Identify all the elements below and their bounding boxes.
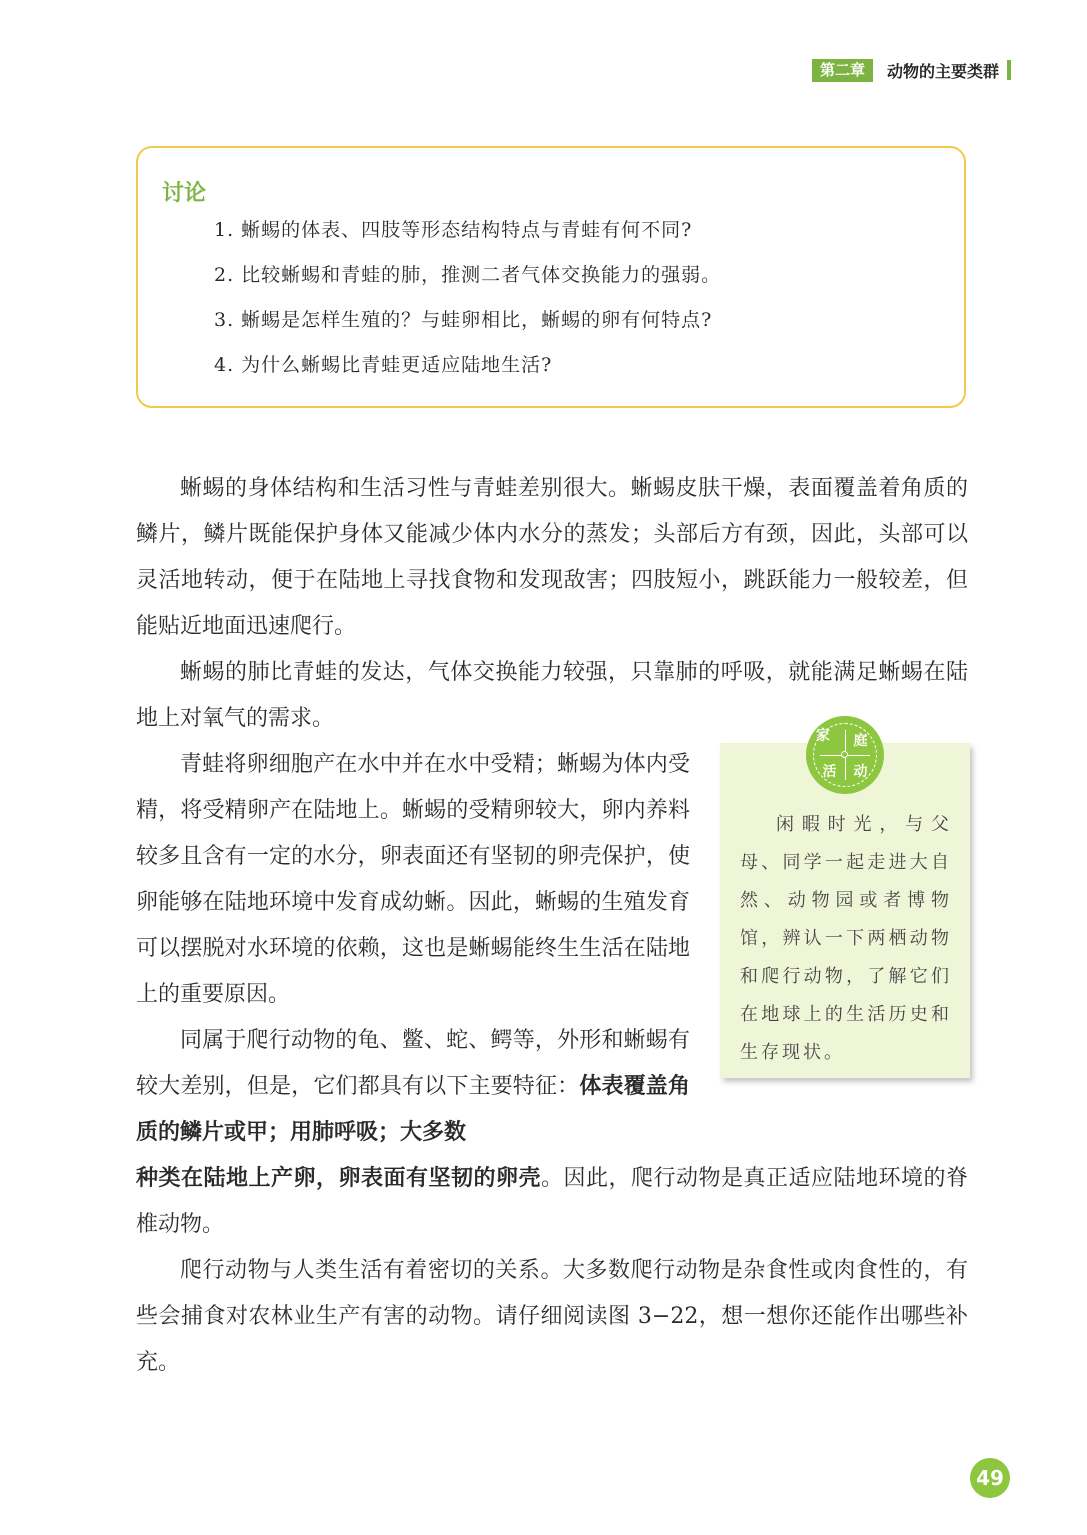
chapter-header — [812, 58, 1011, 82]
badge-char: 动 — [853, 763, 868, 780]
body-paragraph-2: 蜥蜴的肺比青蛙的发达，气体交换能力较强，只靠肺的呼吸，就能满足蜥蜴在陆地上对氧气的需求。 — [136, 660, 968, 731]
badge-char: 活 — [822, 763, 837, 780]
family-activity-text: 闲暇时光，与父母、同学一起走进大自然、动物园或者博物馆，辨认一下两栖动物和爬行动物，了解它们在地球上的生活历史和生存现状。 — [740, 814, 952, 1063]
paragraph-4-bold-b: 种类在陆地上产卵，卵表面有坚韧的卵壳 — [136, 1166, 541, 1191]
discussion-item: 1. 蜥蜴的体表、四肢等形态结构特点与青蛙有何不同? — [214, 219, 693, 241]
discussion-item: 3. 蜥蜴是怎样生殖的？与蛙卵相比，蜥蜴的卵有何特点? — [214, 309, 713, 331]
body-paragraph-1: 蜥蜴的身体结构和生活习性与青蛙差别很大。蜥蜴皮肤干燥，表面覆盖着角质的鳞片，鳞片既能保护身体又能减少体内水分的蒸发；头部后方有颈，因此，头部可以灵活地转动，便于在陆地上寻找食物和发现敌害；四肢短小，跳跃能力一般较差，但能贴近地面迅速爬行。 — [136, 476, 968, 639]
discussion-box — [136, 146, 966, 408]
paragraph-4-bold-a: 体表覆盖角质的鳞片或甲；用肺呼吸；大多数 — [136, 1074, 690, 1145]
discussion-title: 讨论 — [162, 181, 207, 206]
chapter-title: 动物的主要类群 — [886, 61, 999, 81]
paragraph-4-start: 同属于爬行动物的龟、鳖、蛇、鳄等，外形和蜥蜴有较大差别，但是，它们都具有以下主要特征： — [136, 1028, 690, 1099]
header-accent-bar — [1007, 60, 1011, 80]
chapter-tag: 第二章 — [812, 59, 873, 82]
discussion-item: 2. 比较蜥蜴和青蛙的肺，推测二者气体交换能力的强弱。 — [214, 264, 722, 286]
badge-char: 庭 — [853, 732, 868, 749]
page-number: 49 — [970, 1458, 1010, 1498]
paragraph-4-end: 。因此，爬行动物是真正适应陆地环境的脊椎动物。 — [136, 1166, 968, 1237]
badge-char: 家 — [816, 728, 830, 744]
body-paragraph-5: 爬行动物与人类生活有着密切的关系。大多数爬行动物是杂食性或肉食性的，有些会捕食对农林业生产有害的动物。请仔细阅读图 3−22，想一想你还能作出哪些补充。 — [136, 1258, 968, 1375]
body-paragraph-3: 青蛙将卵细胞产在水中并在水中受精；蜥蜴为体内受精，将受精卵产在陆地上。蜥蜴的受精卵较大，卵内养料较多且含有一定的水分，卵表面还有坚韧的卵壳保护，使卵能够在陆地环境中发育成幼蜥。因此，蜥蜴的生殖发育可以摆脱对水环境的依赖，这也是蜥蜴能终生生活在陆地上的重要原因。 — [136, 752, 690, 1007]
body-paragraph-4 — [136, 1018, 690, 1156]
discussion-list — [214, 218, 721, 398]
body-paragraph-4-continued — [136, 1156, 968, 1248]
family-activity-badge-icon — [806, 716, 884, 794]
badge-cross-center — [841, 751, 848, 758]
badge-inner — [813, 723, 877, 787]
discussion-item: 4. 为什么蜥蜴比青蛙更适应陆地生活? — [214, 354, 553, 376]
